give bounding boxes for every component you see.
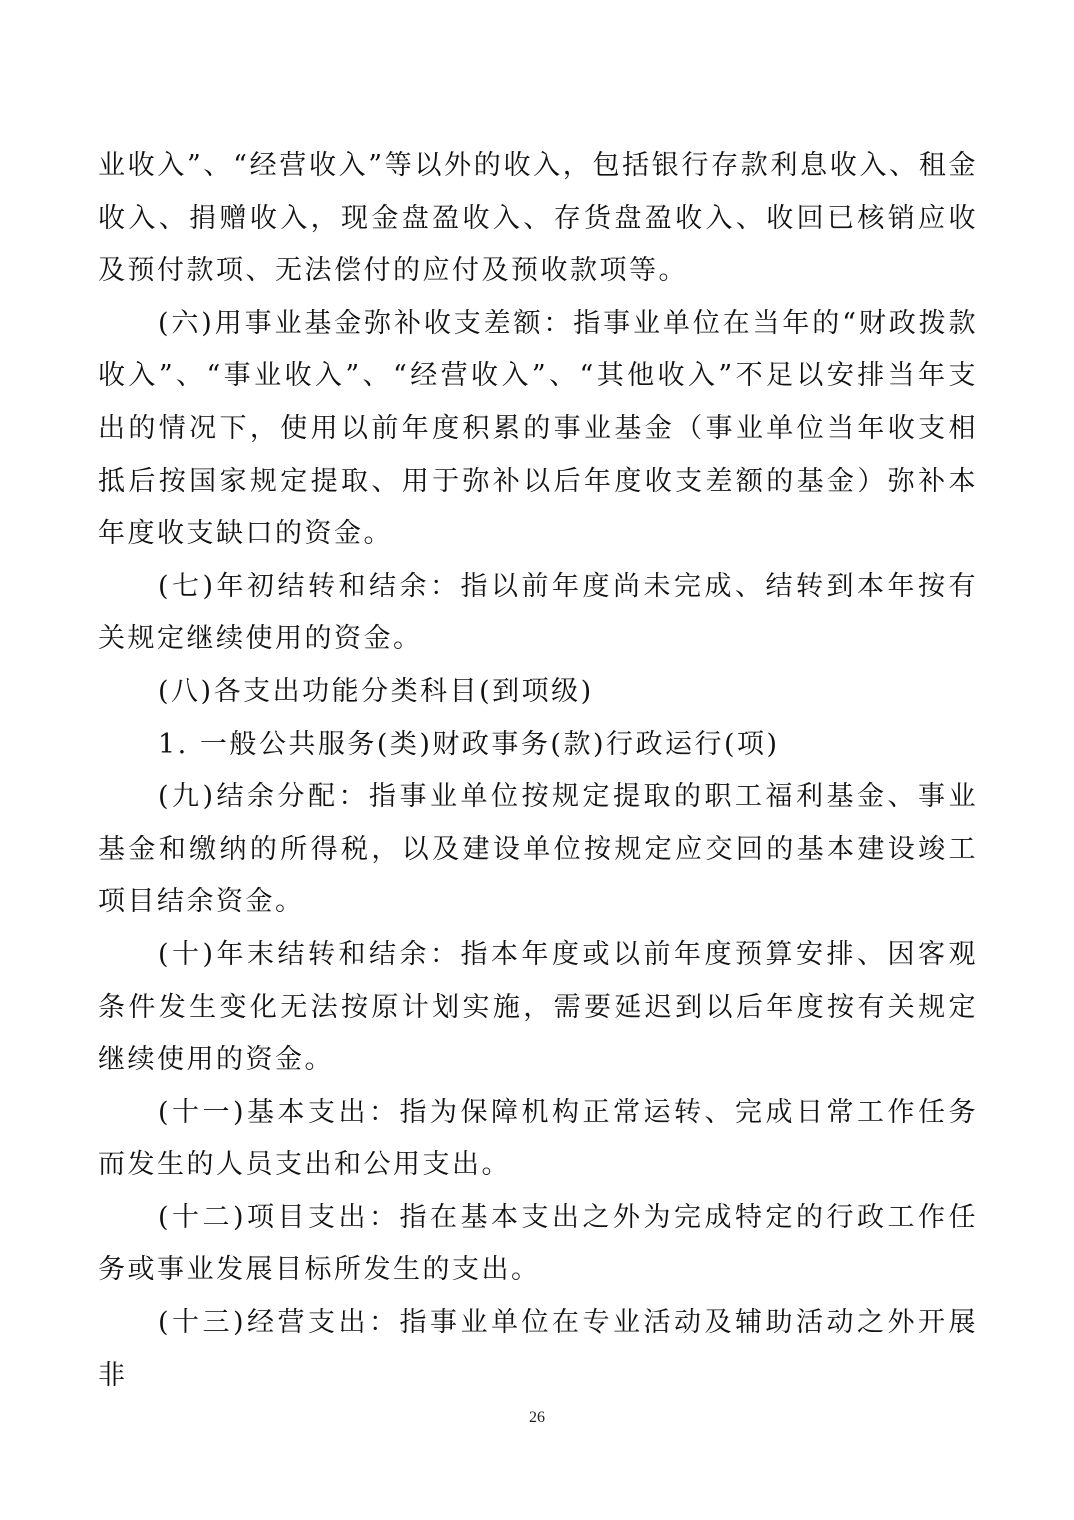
- paragraph-item-6: (六)用事业基金弥补收支差额：指事业单位在当年的“财政拨款收入”、“事业收入”、“经营收入”、“其他收入”不足以安排当年支出的情况下，使用以前年度积累的事业基金（事业单位当年收支相抵后按国家规定提取、用于弥补以后年度收支差额的基金）弥补本年度收支缺口的资金。: [98, 307, 978, 550]
- page-number: 26: [529, 1409, 545, 1426]
- paragraph-item-7: (七)年初结转和结余：指以前年度尚未完成、结转到本年按有关规定继续使用的资金。: [98, 570, 978, 655]
- paragraph-item-9: (九)结余分配：指事业单位按规定提取的职工福利基金、事业基金和缴纳的所得税，以及建设单位按规定应交回的基本建设竣工项目结余资金。: [98, 781, 978, 918]
- paragraph-other-income-continued: 业收入”、“经营收入”等以外的收入，包括银行存款利息收入、租金收入、捐赠收入，现金盘盈收入、存货盘盈收入、收回已核销应收及预付款项、无法偿付的应付及预收款项等。: [98, 150, 978, 287]
- paragraph-item-11: (十一)基本支出：指为保障机构正常运转、完成日常工作任务而发生的人员支出和公用支出。: [98, 1096, 978, 1181]
- paragraph-item-12: (十二)项目支出：指在基本支出之外为完成特定的行政工作任务或事业发展目标所发生的支出。: [98, 1201, 978, 1286]
- paragraph-item-8: (八)各支出功能分类科目(到项级): [158, 675, 594, 707]
- body-text: [98, 140, 978, 1402]
- paragraph-item-13: (十三)经营支出：指事业单位在专业活动及辅助活动之外开展非: [98, 1307, 978, 1391]
- paragraph-item-10: (十)年末结转和结余：指本年度或以前年度预算安排、因客观条件发生变化无法按原计划实施，需要延迟到以后年度按有关规定继续使用的资金。: [98, 938, 978, 1076]
- paragraph-item-8-sub-1: 1. 一般公共服务(类)财政事务(款)行政运行(项): [158, 728, 780, 760]
